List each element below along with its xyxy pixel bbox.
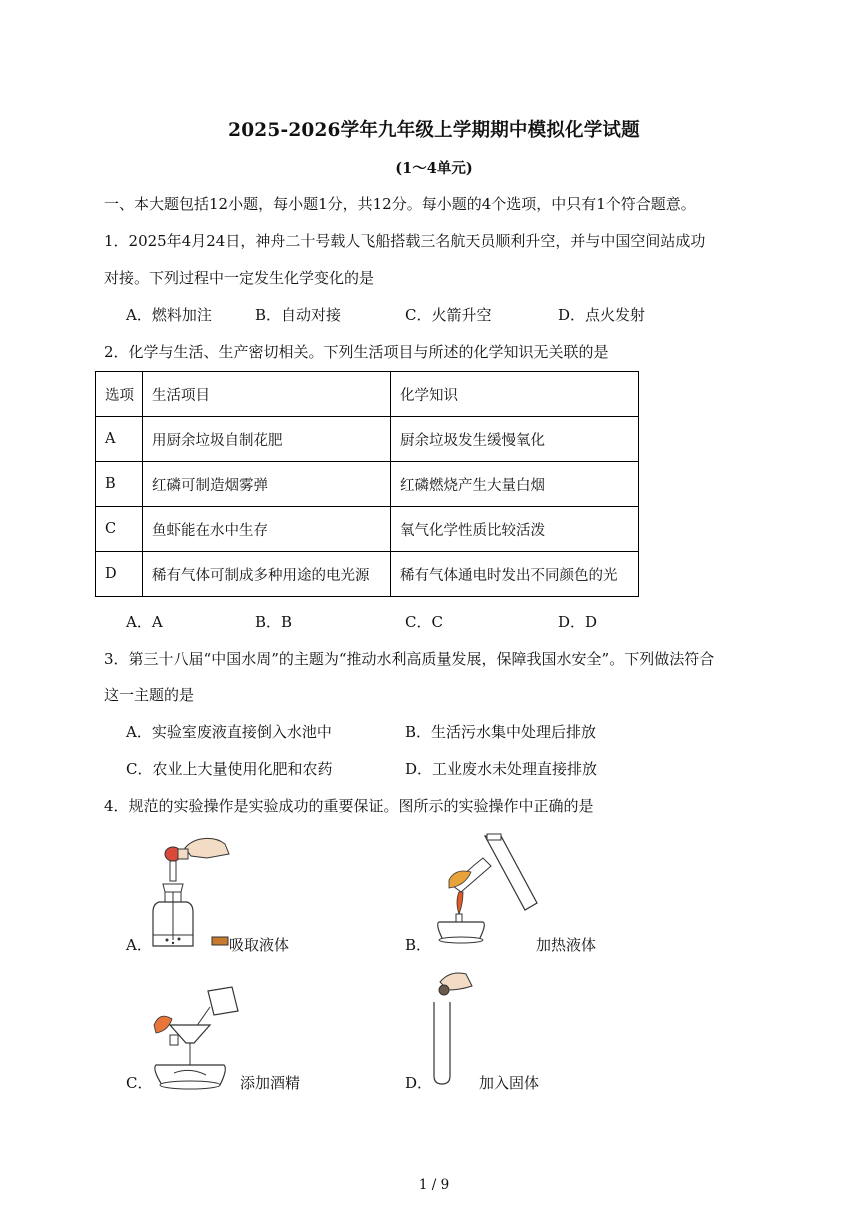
- q4-option-c-caption: 添加酒精: [240, 1074, 301, 1092]
- q4-option-c-letter[interactable]: C．: [126, 1074, 153, 1092]
- q2-option-a[interactable]: A．A: [126, 613, 163, 631]
- q3-option-c[interactable]: C．农业上大量使用化肥和农药: [126, 760, 333, 778]
- q2-option-d[interactable]: D．D: [558, 613, 598, 631]
- q4-option-d-caption: 加入固体: [479, 1074, 540, 1092]
- q4-option-b-caption: 加热液体: [536, 936, 597, 954]
- table-cell: 稀有气体通电时发出不同颜色的光: [391, 552, 639, 597]
- q3-option-d[interactable]: D．工业废水未处理直接排放: [405, 760, 598, 778]
- table-cell: C: [96, 507, 143, 552]
- table-cell: 厨余垃圾发生缓慢氧化: [391, 417, 639, 462]
- q1-stem-line1: 1．2025年4月24日，神舟二十号载人飞船搭载三名航天员顺利升空，并与中国空间站成功: [104, 232, 706, 250]
- table-header-row: [96, 372, 639, 417]
- q1-option-c[interactable]: C．火箭升空: [405, 306, 492, 324]
- table-row: [96, 417, 639, 462]
- q3-stem-line1: 3．第三十八届“中国水周”的主题为“推动水利高质量发展，保障我国水安全”。下列做法符合: [104, 650, 715, 668]
- section-heading: 一、本大题包括12小题，每小题1分，共12分。每小题的4个选项，中只有1个符合题意。: [104, 195, 696, 213]
- q4-stem: 4．规范的实验操作是实验成功的重要保证。图所示的实验操作中正确的是: [104, 797, 594, 815]
- alcohol-lamp-funnel-illustration: [148, 985, 248, 1095]
- table-cell: B: [96, 462, 143, 507]
- page-number: 1 / 9: [418, 1177, 450, 1193]
- beaker-small-icon: [211, 935, 229, 947]
- table-cell: 红磷可制造烟雾弹: [143, 462, 391, 507]
- table-cell: 稀有气体可制成多种用途的电光源: [143, 552, 391, 597]
- table-cell: D: [96, 552, 143, 597]
- q4-option-b-letter[interactable]: B．: [405, 936, 432, 954]
- table-header-cell: 生活项目: [143, 372, 391, 417]
- table-cell: 鱼虾能在水中生存: [143, 507, 391, 552]
- table-row: [96, 507, 639, 552]
- q3-stem-line2: 这一主题的是: [104, 686, 195, 704]
- q2-stem: 2．化学与生活、生产密切相关。下列生活项目与所述的化学知识无关联的是: [104, 343, 609, 361]
- table-header-cell: 化学知识: [391, 372, 639, 417]
- q3-option-b[interactable]: B．生活污水集中处理后排放: [405, 723, 597, 741]
- q4-option-a-caption: 吸取液体: [229, 936, 290, 954]
- q1-option-b[interactable]: B．自动对接: [255, 306, 342, 324]
- q2-option-c[interactable]: C．C: [405, 613, 443, 631]
- q4-option-a-letter[interactable]: A．: [126, 936, 152, 954]
- q1-option-d[interactable]: D．点火发射: [558, 306, 646, 324]
- q2-table: [95, 371, 639, 597]
- page-subtitle: (1～4单元): [395, 160, 473, 177]
- page-title: 2025-2026学年九年级上学期期中模拟化学试题: [228, 120, 640, 141]
- table-header-cell: 选项: [96, 372, 143, 417]
- table-cell: A: [96, 417, 143, 462]
- dropper-bottle-illustration: [145, 832, 235, 952]
- q3-option-a[interactable]: A．实验室废液直接倒入水池中: [126, 723, 332, 741]
- table-row: [96, 552, 639, 597]
- table-cell: 用厨余垃圾自制花肥: [143, 417, 391, 462]
- q4-option-d-letter[interactable]: D．: [405, 1074, 433, 1092]
- test-tube-solid-illustration: [430, 968, 480, 1088]
- table-cell: 氧气化学性质比较活泼: [391, 507, 639, 552]
- table-row: [96, 462, 639, 507]
- q2-option-b[interactable]: B．B: [255, 613, 293, 631]
- table-cell: 红磷燃烧产生大量白烟: [391, 462, 639, 507]
- q1-stem-line2: 对接。下列过程中一定发生化学变化的是: [104, 269, 375, 287]
- q1-option-a[interactable]: A．燃料加注: [126, 306, 212, 324]
